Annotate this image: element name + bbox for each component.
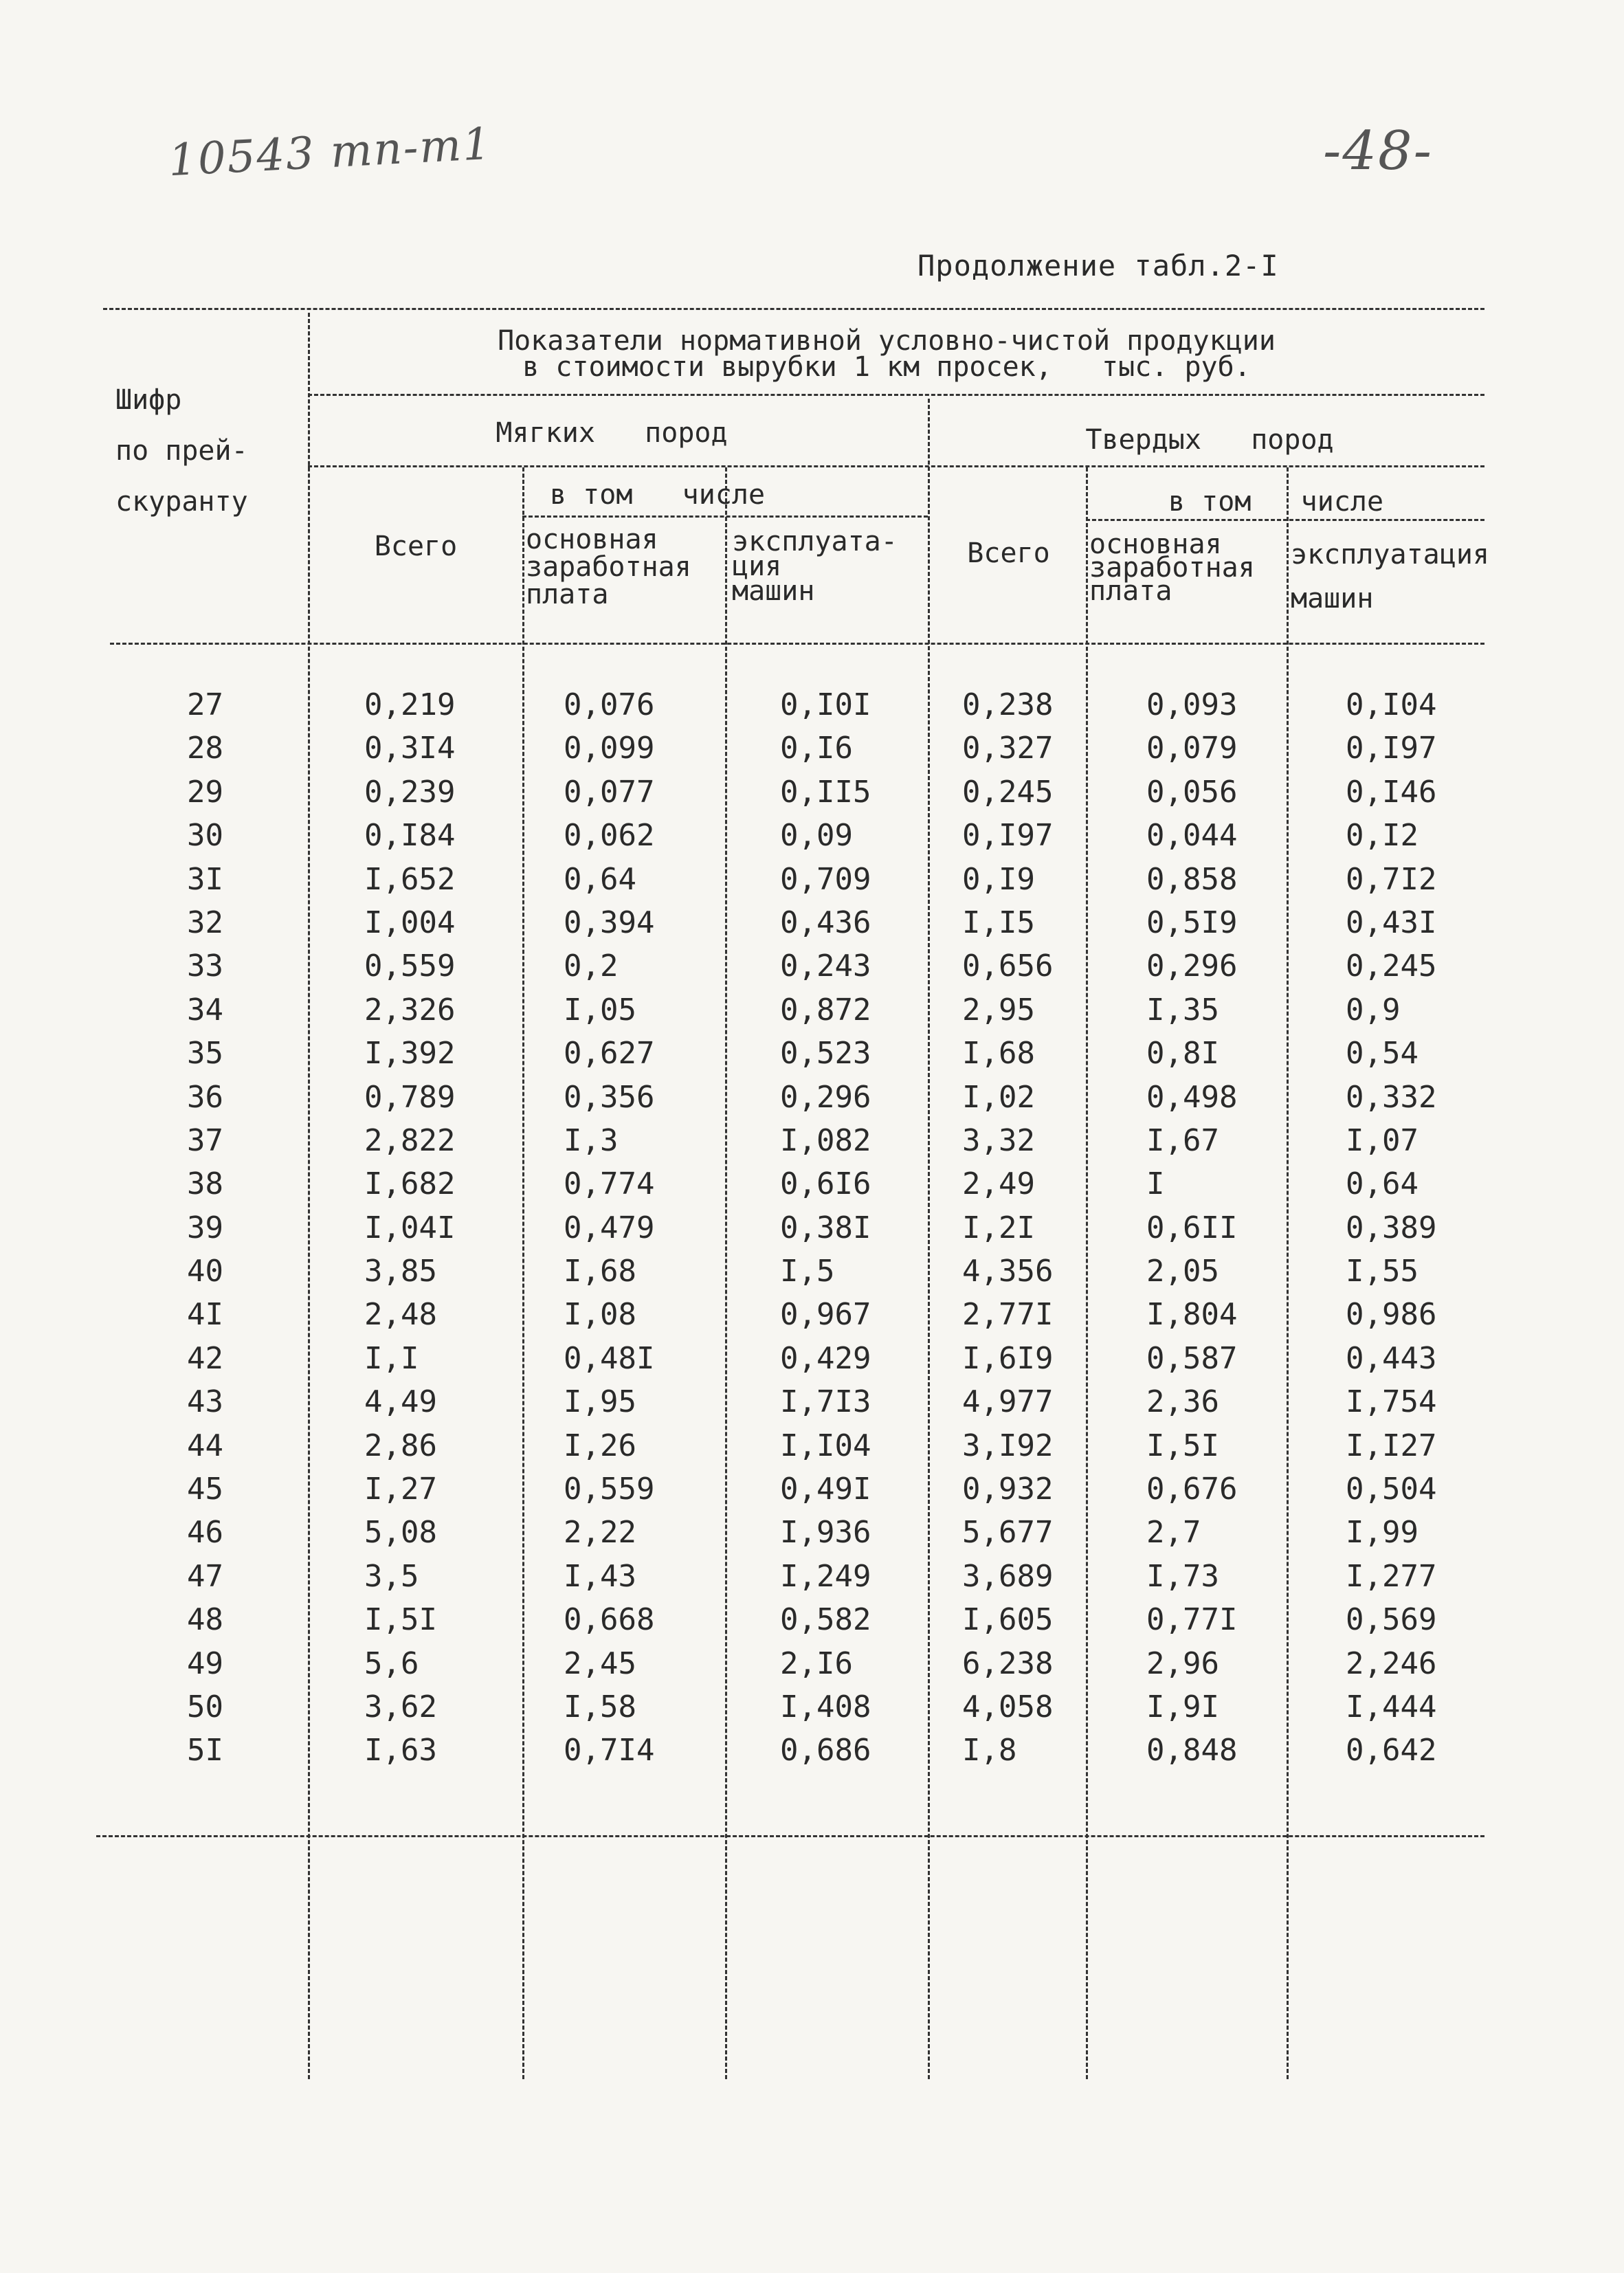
soft-machine-op-cell: 0,I0I [780, 687, 871, 722]
cipher-cell: 28 [187, 731, 223, 766]
header-soft-rocks: Мягких пород [496, 417, 728, 449]
hard-machine-op-cell: I,55 [1346, 1254, 1419, 1289]
soft-total-cell: 2,86 [364, 1428, 437, 1463]
header-base-wage-soft: основная заработная плата [526, 524, 691, 610]
soft-base-wage-cell: I,26 [564, 1428, 636, 1463]
soft-base-wage-cell: 0,774 [564, 1166, 655, 1202]
cipher-cell: 49 [187, 1645, 223, 1681]
cipher-cell: 33 [187, 949, 223, 984]
soft-base-wage-cell: I,43 [564, 1558, 636, 1594]
table-row [110, 1515, 1512, 1558]
hard-total-cell: 0,I9 [962, 861, 1035, 897]
header-including-soft: в том числе [550, 479, 766, 511]
hard-base-wage-cell: I,67 [1146, 1122, 1219, 1158]
soft-machine-op-cell: 0,436 [780, 905, 871, 940]
soft-machine-op-cell: 0,II5 [780, 774, 871, 810]
hard-base-wage-cell: 0,044 [1146, 818, 1238, 854]
hard-total-cell: 2,49 [962, 1166, 1035, 1202]
soft-machine-op-cell: 0,38I [780, 1210, 871, 1245]
table-row [110, 993, 1512, 1036]
soft-base-wage-cell: 0,062 [564, 818, 655, 854]
hard-base-wage-cell: I,9I [1146, 1689, 1219, 1725]
hard-base-wage-cell: 0,5I9 [1146, 905, 1238, 940]
hard-total-cell: 5,677 [962, 1515, 1054, 1551]
soft-total-cell: 0,219 [364, 687, 456, 722]
hard-total-cell: 0,932 [962, 1472, 1054, 1507]
hard-machine-op-cell: 0,64 [1346, 1166, 1419, 1202]
hard-base-wage-cell: I,804 [1146, 1297, 1238, 1333]
table-row [110, 731, 1512, 774]
hard-machine-op-cell: 0,332 [1346, 1079, 1437, 1115]
table-row [110, 1166, 1512, 1210]
cipher-cell: 39 [187, 1210, 223, 1245]
cipher-cell: 45 [187, 1472, 223, 1507]
hard-machine-op-cell: 0,43I [1346, 905, 1437, 940]
soft-total-cell: 0,559 [364, 949, 456, 984]
table-bottom-rule [96, 1835, 1484, 1837]
hard-base-wage-cell: 0,093 [1146, 687, 1238, 722]
hard-base-wage-cell: 0,296 [1146, 949, 1238, 984]
hard-machine-op-cell: 0,I2 [1346, 818, 1419, 854]
hard-machine-op-cell: I,754 [1346, 1384, 1437, 1420]
soft-base-wage-cell: I,68 [564, 1254, 636, 1289]
soft-base-wage-cell: 0,7I4 [564, 1733, 655, 1768]
soft-machine-op-cell: 0,709 [780, 861, 871, 897]
table-row [110, 1646, 1512, 1689]
hard-total-cell: 2,95 [962, 992, 1035, 1028]
cipher-cell: 36 [187, 1079, 223, 1115]
hard-machine-op-cell: I,07 [1346, 1122, 1419, 1158]
soft-machine-op-cell: I,408 [780, 1689, 871, 1725]
soft-base-wage-cell: I,05 [564, 992, 636, 1028]
hard-machine-op-cell: 0,I46 [1346, 774, 1437, 810]
soft-total-cell: I,I [364, 1340, 419, 1376]
soft-total-cell: 2,822 [364, 1122, 456, 1158]
cipher-cell: 48 [187, 1602, 223, 1638]
soft-base-wage-cell: 0,077 [564, 774, 655, 810]
cipher-cell: 47 [187, 1558, 223, 1594]
table-row [110, 1297, 1512, 1340]
soft-total-cell: 0,789 [364, 1079, 456, 1115]
page-number: -48- [1323, 120, 1433, 182]
hard-base-wage-cell: 0,056 [1146, 774, 1238, 810]
hard-total-cell: 0,656 [962, 949, 1054, 984]
soft-base-wage-cell: 0,48I [564, 1340, 655, 1376]
header-including-hard: в том числе [1168, 486, 1384, 518]
table-row [110, 1210, 1512, 1254]
soft-machine-op-cell: I,936 [780, 1515, 871, 1551]
cipher-cell: 27 [187, 687, 223, 722]
table-row [110, 1689, 1512, 1733]
hard-total-cell: 6,238 [962, 1645, 1054, 1681]
table-top-rule [103, 308, 1484, 310]
hard-total-cell: 4,356 [962, 1254, 1054, 1289]
soft-total-cell: I,004 [364, 905, 456, 940]
soft-total-cell: 3,62 [364, 1689, 437, 1725]
soft-base-wage-cell: 2,45 [564, 1645, 636, 1681]
cipher-cell: 3I [187, 861, 223, 897]
document-code: 10543 тп-т1 [167, 118, 493, 187]
hard-base-wage-cell: 0,6II [1146, 1210, 1238, 1245]
soft-machine-op-cell: I,249 [780, 1558, 871, 1594]
soft-total-cell: I,27 [364, 1472, 437, 1507]
soft-base-wage-cell: I,3 [564, 1122, 619, 1158]
soft-machine-op-cell: 2,I6 [780, 1645, 853, 1681]
hard-total-cell: 3,32 [962, 1122, 1035, 1158]
soft-total-cell: 4,49 [364, 1384, 437, 1420]
soft-total-cell: I,04I [364, 1210, 456, 1245]
header-bottom-rule [110, 643, 1484, 645]
soft-machine-op-cell: 0,872 [780, 992, 871, 1028]
hard-total-cell: 0,I97 [962, 818, 1054, 854]
table-row [110, 949, 1512, 992]
soft-machine-op-cell: 0,243 [780, 949, 871, 984]
soft-total-cell: I,652 [364, 861, 456, 897]
hard-base-wage-cell: 0,498 [1146, 1079, 1238, 1115]
hard-base-wage-cell: 2,96 [1146, 1645, 1219, 1681]
table-row [110, 1602, 1512, 1645]
hard-total-cell: 0,245 [962, 774, 1054, 810]
table-row [110, 1036, 1512, 1079]
soft-machine-op-cell: I,5 [780, 1254, 835, 1289]
hard-machine-op-cell: 0,I04 [1346, 687, 1437, 722]
soft-machine-op-cell: 0,967 [780, 1297, 871, 1333]
soft-base-wage-cell: 0,394 [564, 905, 655, 940]
soft-total-cell: 3,5 [364, 1558, 419, 1594]
hard-machine-op-cell: 0,9 [1346, 992, 1401, 1028]
hard-machine-op-cell: 0,443 [1346, 1340, 1437, 1376]
hard-machine-op-cell: 0,54 [1346, 1036, 1419, 1072]
hard-base-wage-cell: 2,36 [1146, 1384, 1219, 1420]
table-row [110, 862, 1512, 905]
table-row [110, 905, 1512, 949]
cipher-cell: 4I [187, 1297, 223, 1333]
cipher-cell: 35 [187, 1036, 223, 1072]
header-base-wage-hard: основная заработная плата [1089, 529, 1255, 607]
including-rule-hard [1086, 519, 1484, 521]
hard-machine-op-cell: I,277 [1346, 1558, 1437, 1594]
hard-total-cell: 4,058 [962, 1689, 1054, 1725]
hard-base-wage-cell: 0,858 [1146, 861, 1238, 897]
header-group-title: Показатели нормативной условно-чистой продукции в стоимости вырубки 1 км просек, тыс. руб. [498, 325, 1276, 383]
soft-base-wage-cell: 0,559 [564, 1472, 655, 1507]
table-body [110, 687, 1512, 1777]
soft-total-cell: I,5I [364, 1602, 437, 1638]
table-row [110, 818, 1512, 861]
header-total-soft: Всего [374, 531, 458, 562]
hard-machine-op-cell: 0,389 [1346, 1210, 1437, 1245]
soft-total-cell: 2,326 [364, 992, 456, 1028]
cipher-cell: 43 [187, 1384, 223, 1420]
soft-machine-op-cell: I,7I3 [780, 1384, 871, 1420]
table-row [110, 1472, 1512, 1515]
cipher-cell: 44 [187, 1428, 223, 1463]
cipher-cell: 40 [187, 1254, 223, 1289]
soft-machine-op-cell: 0,523 [780, 1036, 871, 1072]
soft-machine-op-cell: I,I04 [780, 1428, 871, 1463]
soft-total-cell: 3,85 [364, 1254, 437, 1289]
cipher-cell: 37 [187, 1122, 223, 1158]
hard-base-wage-cell: 2,7 [1146, 1515, 1201, 1551]
soft-machine-op-cell: 0,686 [780, 1733, 871, 1768]
header-total-hard: Всего [967, 537, 1050, 569]
cipher-cell: 42 [187, 1340, 223, 1376]
soft-machine-op-cell: 0,I6 [780, 731, 853, 766]
hard-machine-op-cell: 0,7I2 [1346, 861, 1437, 897]
cipher-cell: 5I [187, 1733, 223, 1768]
hard-machine-op-cell: I,444 [1346, 1689, 1437, 1725]
hard-base-wage-cell: 0,848 [1146, 1733, 1238, 1768]
soft-base-wage-cell: 0,479 [564, 1210, 655, 1245]
soft-base-wage-cell: I,58 [564, 1689, 636, 1725]
soft-base-wage-cell: 0,099 [564, 731, 655, 766]
hard-machine-op-cell: 0,I97 [1346, 731, 1437, 766]
soft-total-cell: I,682 [364, 1166, 456, 1202]
hard-machine-op-cell: I,I27 [1346, 1428, 1437, 1463]
header-cipher: Шифр по прей- скуранту [115, 384, 248, 518]
soft-total-cell: 2,48 [364, 1297, 437, 1333]
table-caption: Продолжение табл.2-I [917, 249, 1279, 282]
soft-total-cell: 0,239 [364, 774, 456, 810]
hard-total-cell: I,6I9 [962, 1340, 1054, 1376]
soft-machine-op-cell: 0,296 [780, 1079, 871, 1115]
cipher-cell: 50 [187, 1689, 223, 1725]
hard-machine-op-cell: I,99 [1346, 1515, 1419, 1551]
hard-total-cell: I,2I [962, 1210, 1035, 1245]
hard-base-wage-cell: I [1146, 1166, 1165, 1202]
table-row [110, 1428, 1512, 1472]
table-row [110, 1123, 1512, 1166]
table-row [110, 687, 1512, 731]
soft-base-wage-cell: 0,627 [564, 1036, 655, 1072]
hard-base-wage-cell: 0,079 [1146, 731, 1238, 766]
soft-base-wage-cell: 0,076 [564, 687, 655, 722]
soft-total-cell: I,63 [364, 1733, 437, 1768]
hard-total-cell: I,8 [962, 1733, 1017, 1768]
hard-base-wage-cell: I,5I [1146, 1428, 1219, 1463]
hard-base-wage-cell: 0,8I [1146, 1036, 1219, 1072]
hard-total-cell: 4,977 [962, 1384, 1054, 1420]
soft-machine-op-cell: 0,6I6 [780, 1166, 871, 1202]
hard-total-cell: 3,I92 [962, 1428, 1054, 1463]
hard-total-cell: 2,77I [962, 1297, 1054, 1333]
table-row [110, 1384, 1512, 1428]
table-row [110, 1559, 1512, 1602]
hard-total-cell: I,I5 [962, 905, 1035, 940]
cipher-cell: 38 [187, 1166, 223, 1202]
soft-machine-op-cell: I,082 [780, 1122, 871, 1158]
header-hard-rocks: Твердых пород [1085, 424, 1334, 456]
soft-machine-op-cell: 0,09 [780, 818, 853, 854]
hard-total-cell: I,68 [962, 1036, 1035, 1072]
hard-machine-op-cell: 0,245 [1346, 949, 1437, 984]
cipher-cell: 34 [187, 992, 223, 1028]
soft-base-wage-cell: 0,356 [564, 1079, 655, 1115]
hard-machine-op-cell: 0,569 [1346, 1602, 1437, 1638]
table-row [110, 1341, 1512, 1384]
hard-machine-op-cell: 0,504 [1346, 1472, 1437, 1507]
header-machine-op-hard: эксплуатация машин [1291, 539, 1489, 614]
soft-total-cell: 5,08 [364, 1515, 437, 1551]
hard-total-cell: I,02 [962, 1079, 1035, 1115]
soft-total-cell: 0,3I4 [364, 731, 456, 766]
table-row [110, 1733, 1512, 1776]
soft-hard-rule [308, 465, 1484, 467]
table-row [110, 1080, 1512, 1123]
hard-base-wage-cell: 2,05 [1146, 1254, 1219, 1289]
cipher-cell: 46 [187, 1515, 223, 1551]
soft-base-wage-cell: I,08 [564, 1297, 636, 1333]
header-machine-op-soft: эксплуата- ция машин [732, 526, 898, 607]
hard-machine-op-cell: 0,986 [1346, 1297, 1437, 1333]
cipher-cell: 32 [187, 905, 223, 940]
soft-base-wage-cell: 0,2 [564, 949, 619, 984]
soft-machine-op-cell: 0,429 [780, 1340, 871, 1376]
hard-base-wage-cell: 0,77I [1146, 1602, 1238, 1638]
cipher-cell: 30 [187, 818, 223, 854]
group-title-rule [308, 394, 1484, 396]
hard-total-cell: I,605 [962, 1602, 1054, 1638]
soft-base-wage-cell: 0,64 [564, 861, 636, 897]
soft-machine-op-cell: 0,582 [780, 1602, 871, 1638]
hard-base-wage-cell: I,73 [1146, 1558, 1219, 1594]
soft-total-cell: I,392 [364, 1036, 456, 1072]
soft-base-wage-cell: 2,22 [564, 1515, 636, 1551]
soft-total-cell: 0,I84 [364, 818, 456, 854]
soft-base-wage-cell: 0,668 [564, 1602, 655, 1638]
table-row [110, 775, 1512, 818]
hard-total-cell: 3,689 [962, 1558, 1054, 1594]
table-row [110, 1254, 1512, 1297]
hard-total-cell: 0,238 [962, 687, 1054, 722]
hard-total-cell: 0,327 [962, 731, 1054, 766]
cipher-cell: 29 [187, 774, 223, 810]
soft-machine-op-cell: 0,49I [780, 1472, 871, 1507]
hard-machine-op-cell: 2,246 [1346, 1645, 1437, 1681]
hard-base-wage-cell: 0,587 [1146, 1340, 1238, 1376]
hard-base-wage-cell: 0,676 [1146, 1472, 1238, 1507]
soft-total-cell: 5,6 [364, 1645, 419, 1681]
soft-base-wage-cell: I,95 [564, 1384, 636, 1420]
hard-machine-op-cell: 0,642 [1346, 1733, 1437, 1768]
hard-base-wage-cell: I,35 [1146, 992, 1219, 1028]
